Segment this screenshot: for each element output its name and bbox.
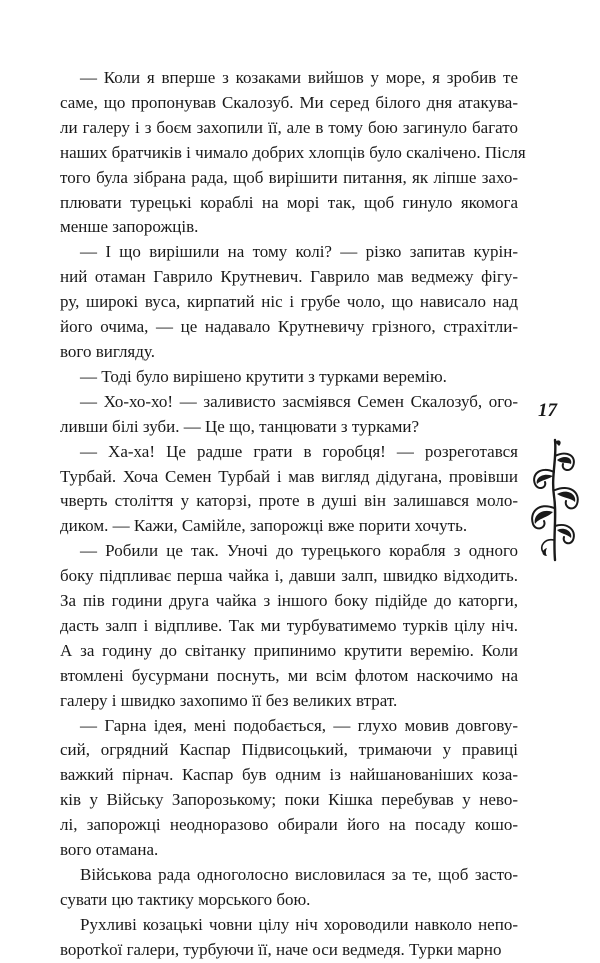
text-line: Військова рада одноголосно висловилася за те, щоб засто-: [80, 865, 518, 884]
paragraph: [60, 714, 518, 863]
text-line: — Хо-хо-хо! — заливисто засміявся Семен Скалозуб, ого-: [80, 391, 518, 411]
text-line: важкий пірнач. Каспар був одним із найшанованіших коза-: [60, 765, 518, 785]
text-line: ли галеру і з боєм захопили її, але в тому бою загинуло багато: [60, 117, 518, 137]
text-line: Турбай. Хоча Семен Турбай і мав вигляд дідугана, провівши: [60, 466, 518, 486]
text-line: ний отаман Гаврило Крутневич. Гаврило мав ведмежу фігу-: [60, 267, 518, 287]
text-line: плювати турецькі кораблі на морі так, щоб гинуло якомога: [60, 192, 518, 212]
paragraph: [60, 539, 518, 713]
text-line: дасть залп і відпливе. Так ми турбуватимемо турків цілу ніч.: [60, 615, 518, 635]
text-line: вого отамана.: [60, 840, 159, 860]
text-line: наших братчиків і чимало добрих хлопців було скалічено. Після: [60, 142, 526, 162]
text-line: менше запорожців.: [60, 217, 199, 237]
text-line: сувати цю тактику морського бою.: [60, 889, 311, 909]
text-line: — Гарна ідея, мені подобається, — глухо мовив довгову-: [80, 715, 518, 735]
text-line: ків у Війську Запорозькому; поки Кішка перебував у нево-: [60, 790, 518, 810]
text-line: ру, широкі вуса, кирпатий ніс і грубе чоло, що нависало над: [60, 292, 518, 312]
paragraph: [60, 240, 518, 365]
text-line: вого вигляду.: [60, 341, 155, 361]
text-line: За пів години друга чайка з іншого боку підійде до каторги,: [60, 591, 518, 611]
text-line: — Тоді було вирішено крутити з турками веремію.: [80, 366, 447, 386]
text-line: диком. — Кажи, Самійле, запорожці вже порити хочуть.: [60, 516, 468, 536]
text-line: — І що вирішили на тому колі? — різко запитав курін-: [80, 242, 518, 262]
text-line: лі, запорожці неодноразово обирали його на посаду кошо-: [60, 815, 518, 835]
text-line: його очима, — це надавало Крутневичу грізного, страхітли-: [60, 317, 518, 337]
paragraph: [60, 365, 518, 390]
text-line: — Ха-ха! Це радше грати в горобця! — розреготався: [80, 441, 518, 461]
body-text: [60, 66, 526, 963]
page-number: 17: [538, 400, 557, 421]
text-line: втомлені бусурмани поснуть, ми всім флотом наскочимо на: [60, 665, 518, 685]
text-line: А за годину до світанку припинимо крутити веремію. Коли: [60, 640, 518, 660]
text-line: саме, що пропонував Скалозуб. Ми серед білого дня атакува-: [60, 92, 518, 112]
text-line: сий, огрядний Каспар Підвисоцький, тримаючи у правиці: [60, 740, 518, 760]
text-line: того була зібрана рада, щоб вирішити питання, як ліпше захо-: [60, 167, 518, 187]
text-line: воротkої галери, турбуючи її, наче оси ведмедя. Турки марно: [60, 939, 502, 959]
paragraph: [60, 863, 518, 913]
text-line: — Коли я вперше з козаками вийшов у море, я зробив те: [80, 68, 518, 87]
text-line: Рухливі козацькі човни цілу ніч хороводили навколо непо-: [80, 914, 518, 934]
paragraph: [60, 440, 518, 540]
text-line: боку підпливає перша чайка і, давши залп, швидко відходить.: [60, 566, 518, 586]
paragraph: [60, 66, 526, 240]
text-line: ливши білі зуби. — Це що, танцювати з турками?: [60, 416, 420, 436]
text-line: чверть століття у каторзі, проте в душі він залишався моло-: [60, 491, 518, 511]
paragraph: [60, 913, 518, 963]
floral-flourish-icon: [527, 436, 583, 562]
paragraph: [60, 390, 518, 440]
text-line: — Робили це так. Уночі до турецького корабля з одного: [80, 541, 518, 561]
text-line: галеру і швидко захопимо її без великих втрат.: [60, 690, 398, 710]
